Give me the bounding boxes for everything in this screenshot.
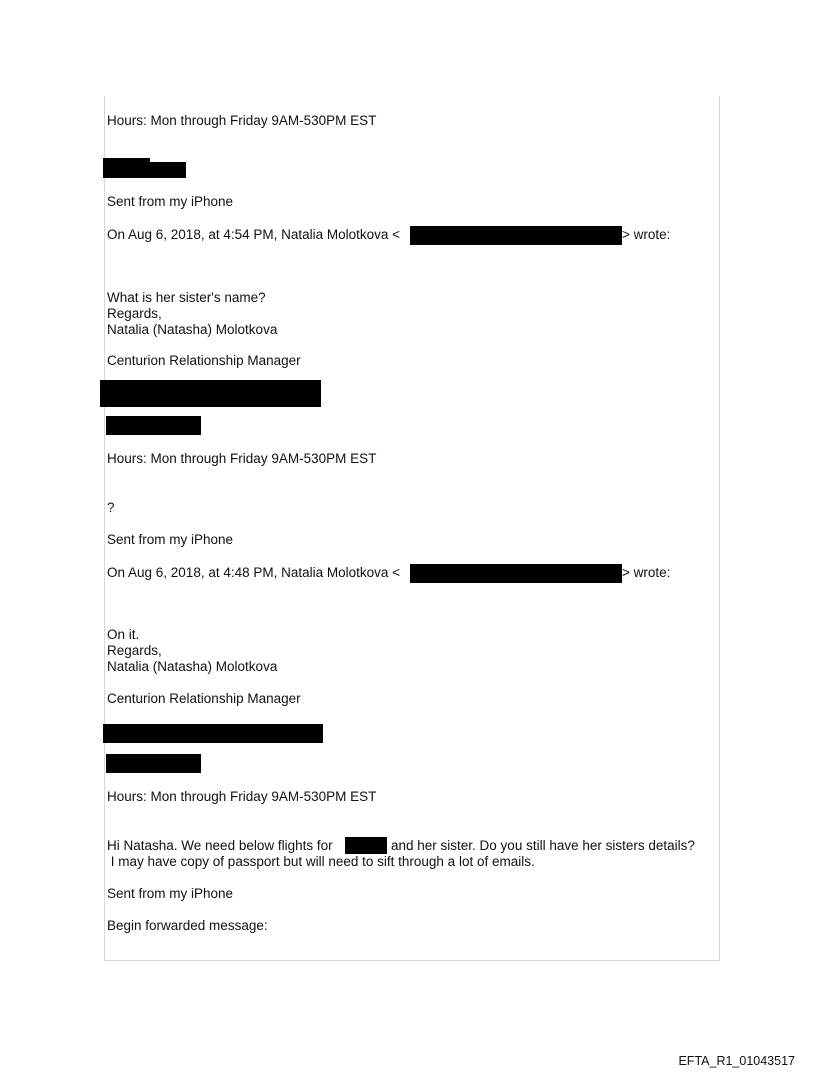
redaction-name-2	[345, 837, 387, 854]
message-1-body: What is her sister's name? Regards, Natalia (Natasha) Molotkova	[107, 290, 278, 337]
request-line-2: I may have copy of passport but will need to sift through a lot of emails.	[107, 854, 535, 869]
question-mark-text: ?	[107, 500, 115, 515]
reply-header-1-prefix: On Aug 6, 2018, at 4:54 PM, Natalia Molotkova <	[107, 227, 401, 242]
redaction-signature-1a	[100, 380, 321, 407]
reply-header-2-suffix: > wrote:	[622, 565, 671, 580]
forwarded-message-label: Begin forwarded message:	[107, 918, 268, 933]
sent-from-iphone-2: Sent from my iPhone	[107, 532, 234, 547]
request-line-1-suffix: and her sister. Do you still have her sisters details?	[391, 838, 695, 853]
redaction-signature-2b	[106, 754, 201, 773]
hours-text-3: Hours: Mon through Friday 9AM-530PM EST	[107, 789, 377, 804]
document-id-footer: EFTA_R1_01043517	[678, 1054, 795, 1068]
redaction-name-1b	[150, 162, 186, 178]
redaction-signature-2a	[103, 724, 323, 743]
message-2-body: On it. Regards, Natalia (Natasha) Molotkova	[107, 627, 278, 674]
reply-header-2-prefix: On Aug 6, 2018, at 4:48 PM, Natalia Molotkova <	[107, 565, 401, 580]
redaction-signature-1b	[106, 416, 201, 435]
sent-from-iphone-1: Sent from my iPhone	[107, 194, 234, 209]
sent-from-iphone-3: Sent from my iPhone	[107, 886, 234, 901]
signature-title-2: Centurion Relationship Manager	[107, 691, 301, 706]
request-line-1-prefix: Hi Natasha. We need below flights for	[107, 838, 333, 853]
hours-text-2: Hours: Mon through Friday 9AM-530PM EST	[107, 451, 377, 466]
redaction-email-2	[410, 564, 622, 583]
reply-header-1-suffix: > wrote:	[622, 227, 671, 242]
redaction-email-1	[410, 226, 622, 245]
hours-text-1: Hours: Mon through Friday 9AM-530PM EST	[107, 113, 377, 128]
signature-title-1: Centurion Relationship Manager	[107, 353, 301, 368]
redaction-name-1a	[103, 158, 150, 178]
